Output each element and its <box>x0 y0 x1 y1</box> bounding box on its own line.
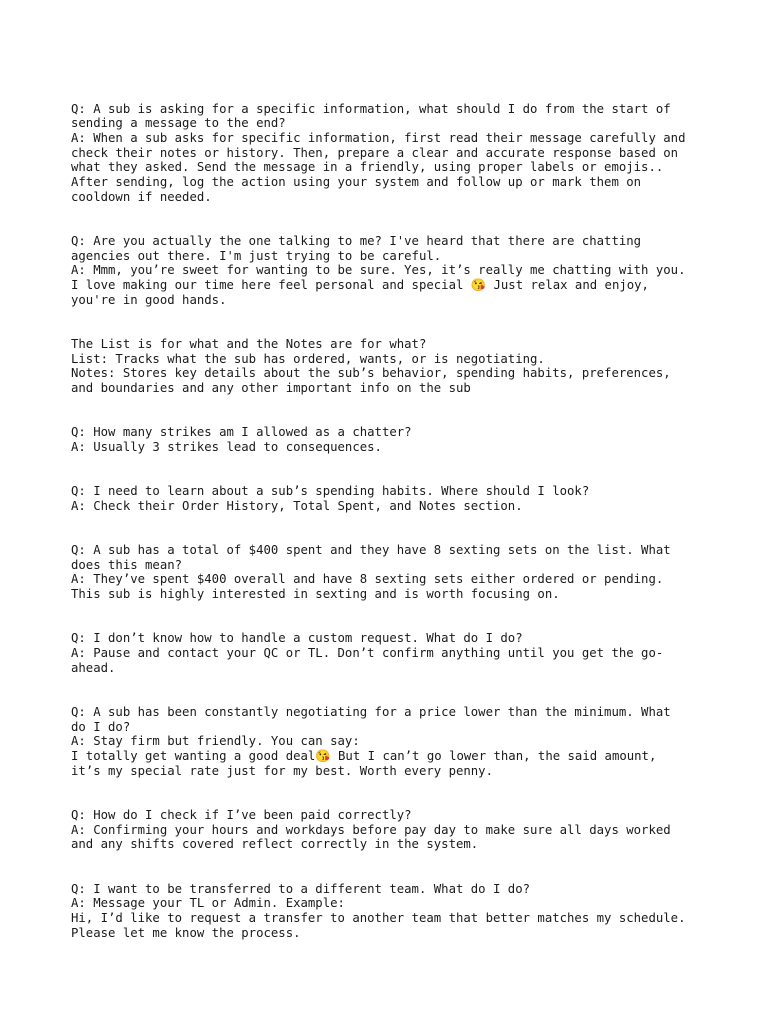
text-line: it’s my special rate just for my best. Worth every penny. <box>71 763 493 778</box>
text-line: Q: Are you actually the one talking to me? I've heard that there are chatting <box>71 233 642 248</box>
faq-entry <box>71 484 711 513</box>
text-line: A: Mmm, you’re sweet for wanting to be sure. Yes, it’s really me chatting with you. <box>71 263 686 278</box>
text-line: A: Stay firm but friendly. You can say: <box>71 734 360 749</box>
text-line: I totally get wanting a good deal😘 But I can’t go lower than, the said amount, <box>71 749 657 764</box>
text-line: A: They’ve spent $400 overall and have 8 sexting sets either ordered or pending. <box>71 572 664 587</box>
faq-entry <box>71 425 711 454</box>
text-line: A: Message your TL or Admin. Example: <box>71 896 345 911</box>
text-line: Hi, I’d like to request a transfer to another team that better matches my schedule. <box>71 911 686 926</box>
faq-entry <box>71 808 711 852</box>
faq-entry <box>71 337 711 396</box>
text-line: Q: How many strikes am I allowed as a chatter? <box>71 425 412 440</box>
text-line: and boundaries and any other important info on the sub <box>71 381 471 396</box>
text-line: agencies out there. I'm just trying to be careful. <box>71 248 442 263</box>
text-line: you're in good hands. <box>71 292 227 307</box>
text-line: Q: I want to be transferred to a different team. What do I do? <box>71 881 531 896</box>
text-line: List: Tracks what the sub has ordered, wants, or is negotiating. <box>71 351 545 366</box>
faq-entry <box>71 631 711 675</box>
faq-entry <box>71 705 711 779</box>
text-line: After sending, log the action using your system and follow up or mark them on <box>71 175 642 190</box>
text-line: Q: A sub is asking for a specific information, what should I do from the start of <box>71 101 671 116</box>
text-line: A: Pause and contact your QC or TL. Don’t confirm anything until you get the go- <box>71 646 664 661</box>
text-line: does this mean? <box>71 557 183 572</box>
text-line: This sub is highly interested in sexting and is worth focusing on. <box>71 587 560 602</box>
text-line: Q: How do I check if I’ve been paid correctly? <box>71 808 412 822</box>
text-line: A: Check their Order History, Total Spent, and Notes section. <box>71 498 523 513</box>
text-line: what they asked. Send the message in a friendly, using proper labels or emojis.. <box>71 160 664 175</box>
text-line: cooldown if needed. <box>71 189 212 204</box>
text-line: and any shifts covered reflect correctly in the system. <box>71 837 479 852</box>
text-line: Q: A sub has a total of $400 spent and they have 8 sexting sets on the list. What <box>71 543 671 558</box>
text-line: Q: A sub has been constantly negotiating for a price lower than the minimum. What <box>71 704 671 719</box>
text-line: check their notes or history. Then, prepare a clear and accurate response based on <box>71 145 679 160</box>
document-body <box>71 72 711 940</box>
faq-entry <box>71 102 711 205</box>
faq-entry <box>71 882 711 941</box>
faq-entry <box>71 234 711 308</box>
text-line: sending a message to the end? <box>71 116 286 131</box>
text-line: A: When a sub asks for specific information, first read their message carefully and <box>71 130 686 145</box>
text-line: A: Usually 3 strikes lead to consequences. <box>71 439 382 454</box>
faq-entry <box>71 543 711 602</box>
text-line: do I do? <box>71 719 131 734</box>
text-line: ahead. <box>71 660 116 675</box>
text-line: Q: I need to learn about a sub’s spending habits. Where should I look? <box>71 484 590 499</box>
text-line: I love making our time here feel personal and special 😘 Just relax and enjoy, <box>71 278 649 293</box>
text-line: The List is for what and the Notes are for what? <box>71 336 427 351</box>
text-line: Q: I don’t know how to handle a custom request. What do I do? <box>71 631 523 646</box>
text-line: A: Confirming your hours and workdays before pay day to make sure all days worked <box>71 822 671 837</box>
text-line: Please let me know the process. <box>71 925 301 940</box>
text-line: Notes: Stores key details about the sub’s behavior, spending habits, preferences, <box>71 366 671 381</box>
